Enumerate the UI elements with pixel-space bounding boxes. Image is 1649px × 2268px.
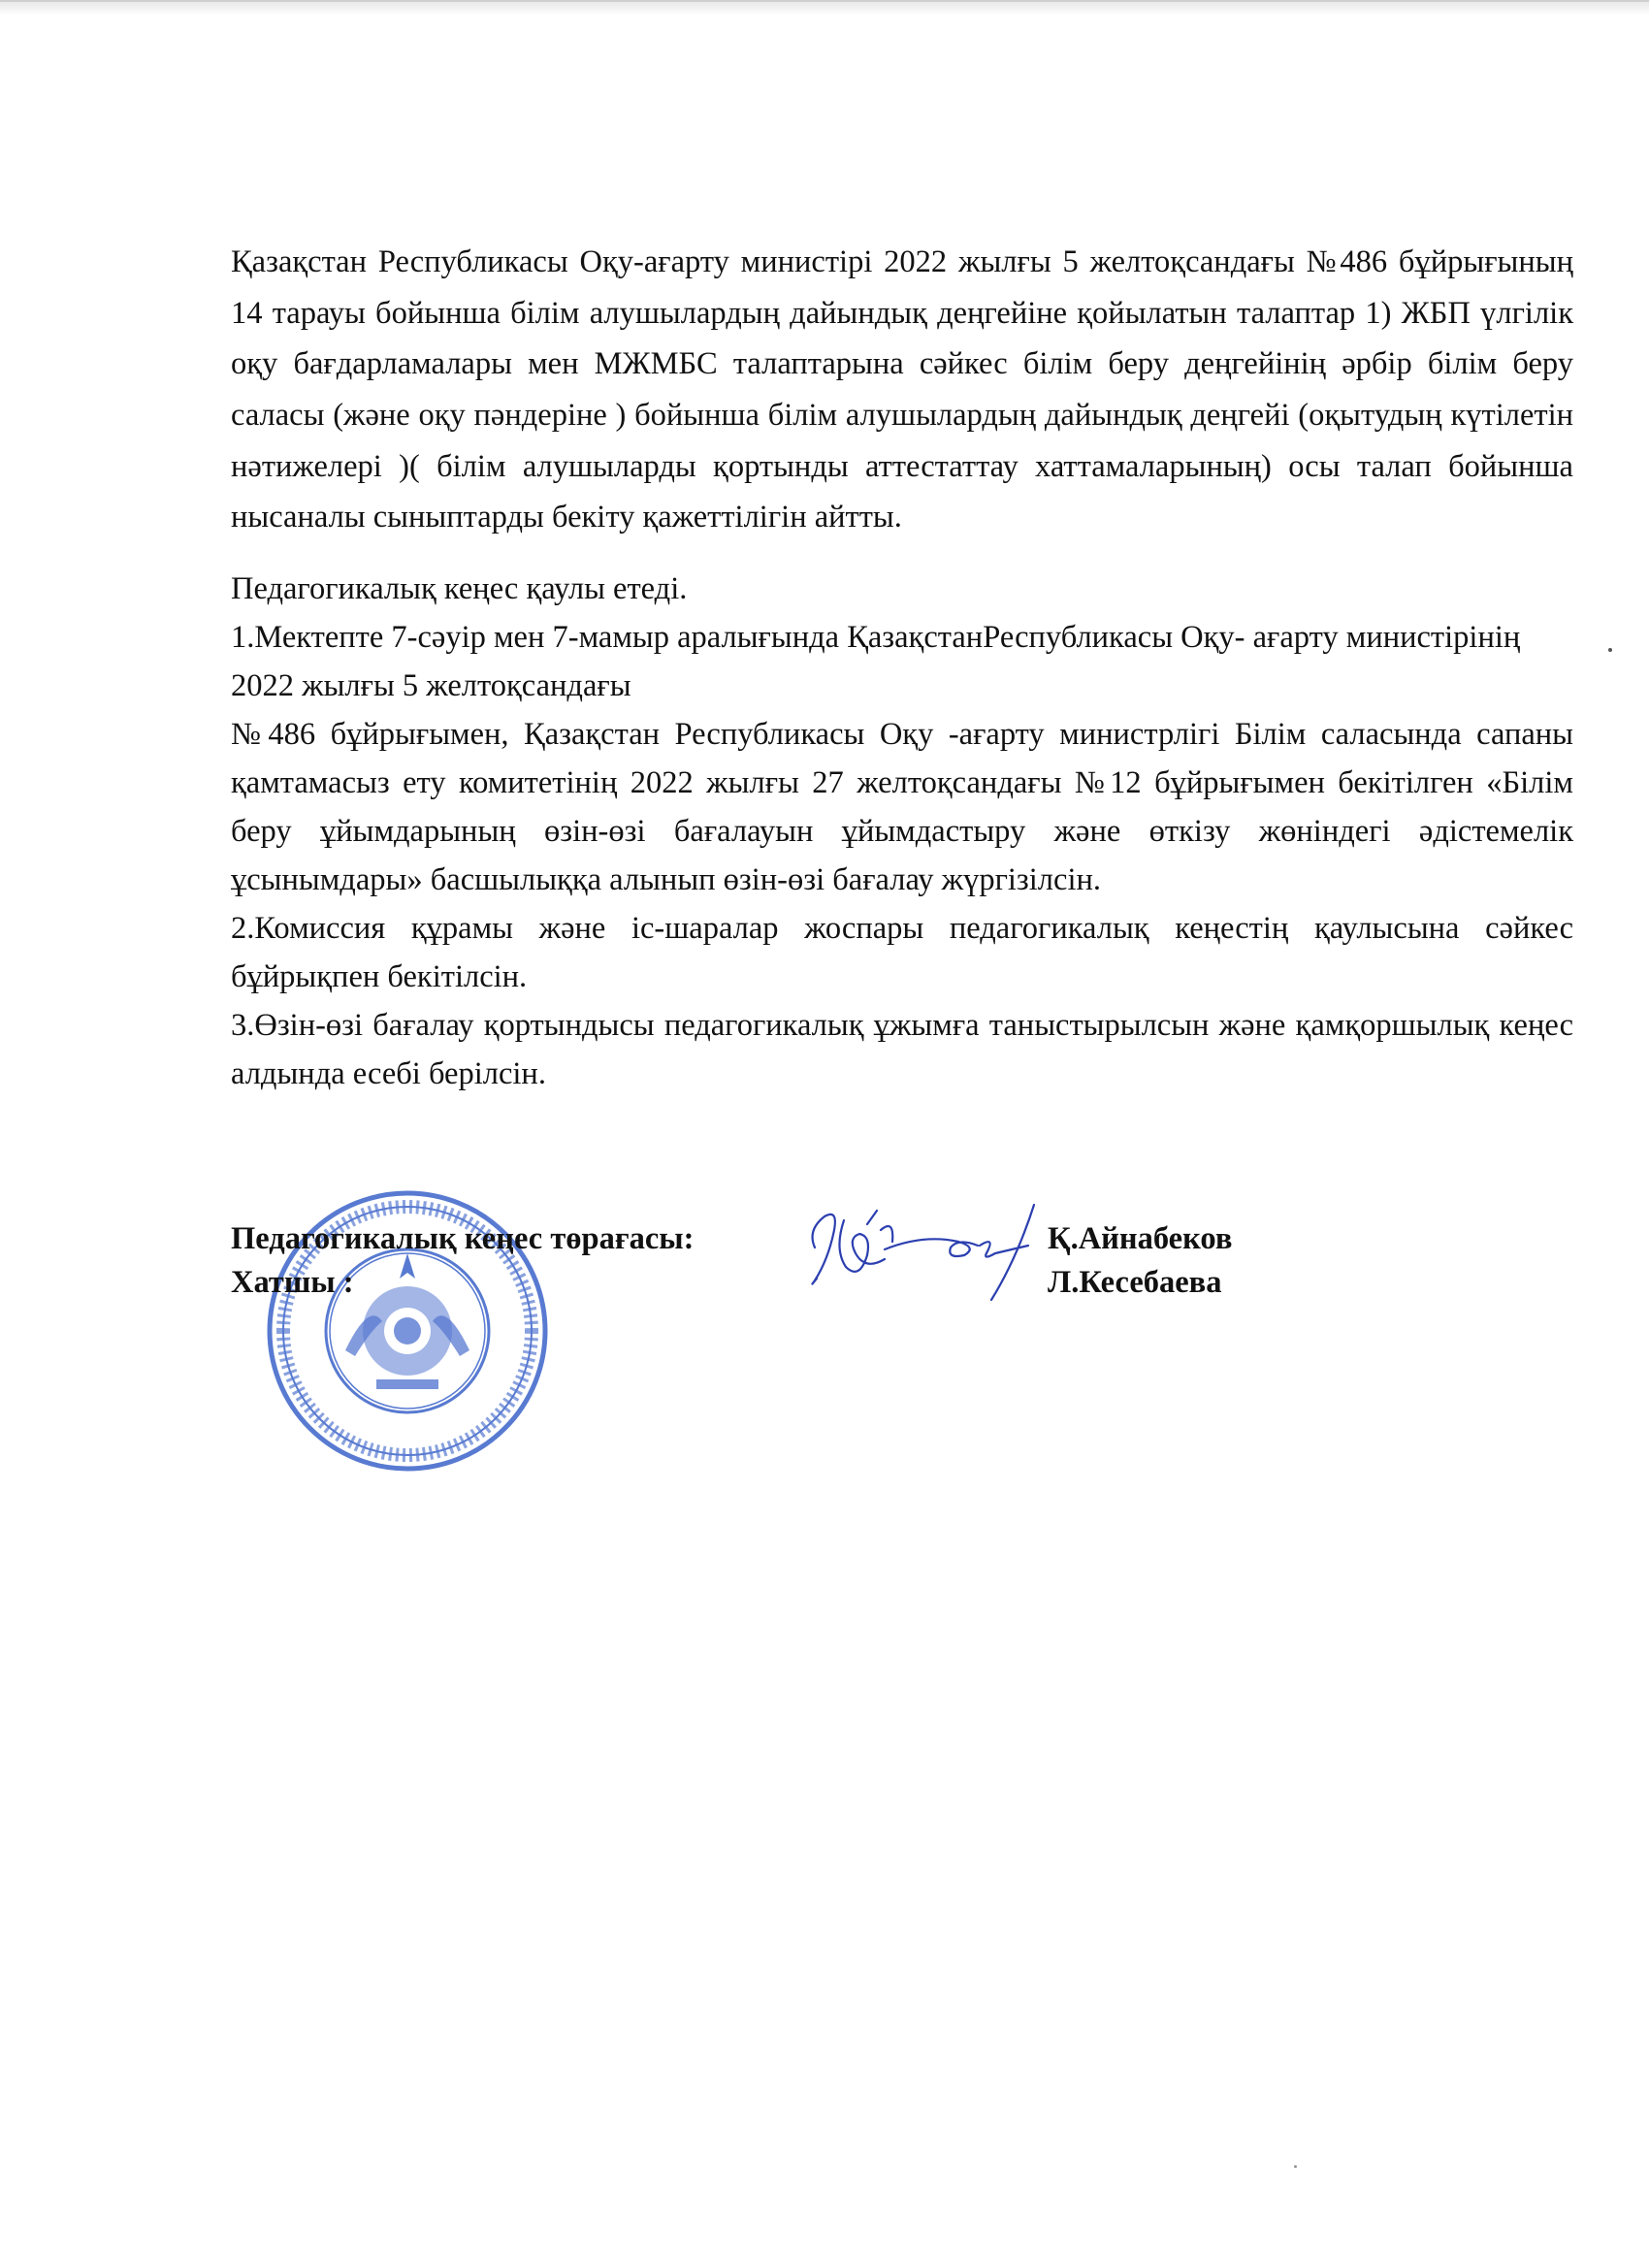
signature-block xyxy=(231,1217,1395,1305)
chair-role-label: Педагогикалық кеңес төрағасы: xyxy=(231,1221,695,1256)
scan-speck xyxy=(1608,648,1612,652)
document-body xyxy=(231,237,1573,1098)
item-1-first-line: 1.Мектепте 7-сәуір мен 7-мамыр аралығында ҚазақстанРеспубликасы Оқу- ағарту министірінің 2022 жылғы 5 желтоқсандағы xyxy=(231,619,1521,703)
item-2: 2.Комиссия құрамы және іс-шаралар жоспары педагогикалық кеңестің қаулысына сәйкес бұйрықпен бекітілсін. xyxy=(231,911,1573,995)
chair-name: Қ.Айнабеков xyxy=(1048,1221,1233,1256)
secretary-name: Л.Кесебаева xyxy=(1048,1265,1222,1300)
secretary-role-label: Хатшы : xyxy=(231,1265,354,1300)
paragraph-intro: Қазақстан Республикасы Оқу-ағарту министірі 2022 жылғы 5 желтоқсандағы №486 бұйрығының 14 тарауы бойынша білім алушылардың дайындық деңгейіне қойылатын талаптар 1) ЖБП үлгілік оқу бағдарламалары мен МЖМБС талаптарына сәйкес білім беру деңгейінің әрбір білім беру саласы (және оқу пәндеріне ) бойынша білім алушылардың дайындық деңгейі (оқытудың күтілетін нәтижелері )( білім алушыларды қортынды аттестаттау хаттамаларының) осы талап бойынша нысаналы сыныптарды бекіту қажеттілігін айтты. xyxy=(231,244,1573,535)
chair-row xyxy=(231,1217,1395,1261)
scan-edge xyxy=(0,0,1649,16)
decision-heading: Педагогикалық кеңес қаулы етеді. xyxy=(231,570,688,606)
item-3: 3.Өзін-өзі бағалау қортындысы педагогикалық ұжымға таныстырылсын және қамқоршылық кеңес алдында есебі берілсін. xyxy=(231,1008,1573,1092)
item-1-continuation: №486 бұйрығымен, Қазақстан Республикасы Оқу -ағарту министрлігі Білім саласында сапаны қамтамасыз ету комитетінің 2022 жылғы 27 желтоқсандағы №12 бұйрығымен бекітілген «Білім беру ұйымдарының өзін-өзі бағалауын ұйымдастыру және өткізу жөніндегі әдістемелік ұсынымдары» басшылыққа алынып өзін-өзі бағалау жүргізілсін. xyxy=(231,716,1573,898)
secretary-row xyxy=(231,1261,1395,1305)
scan-speck xyxy=(1294,2165,1297,2168)
